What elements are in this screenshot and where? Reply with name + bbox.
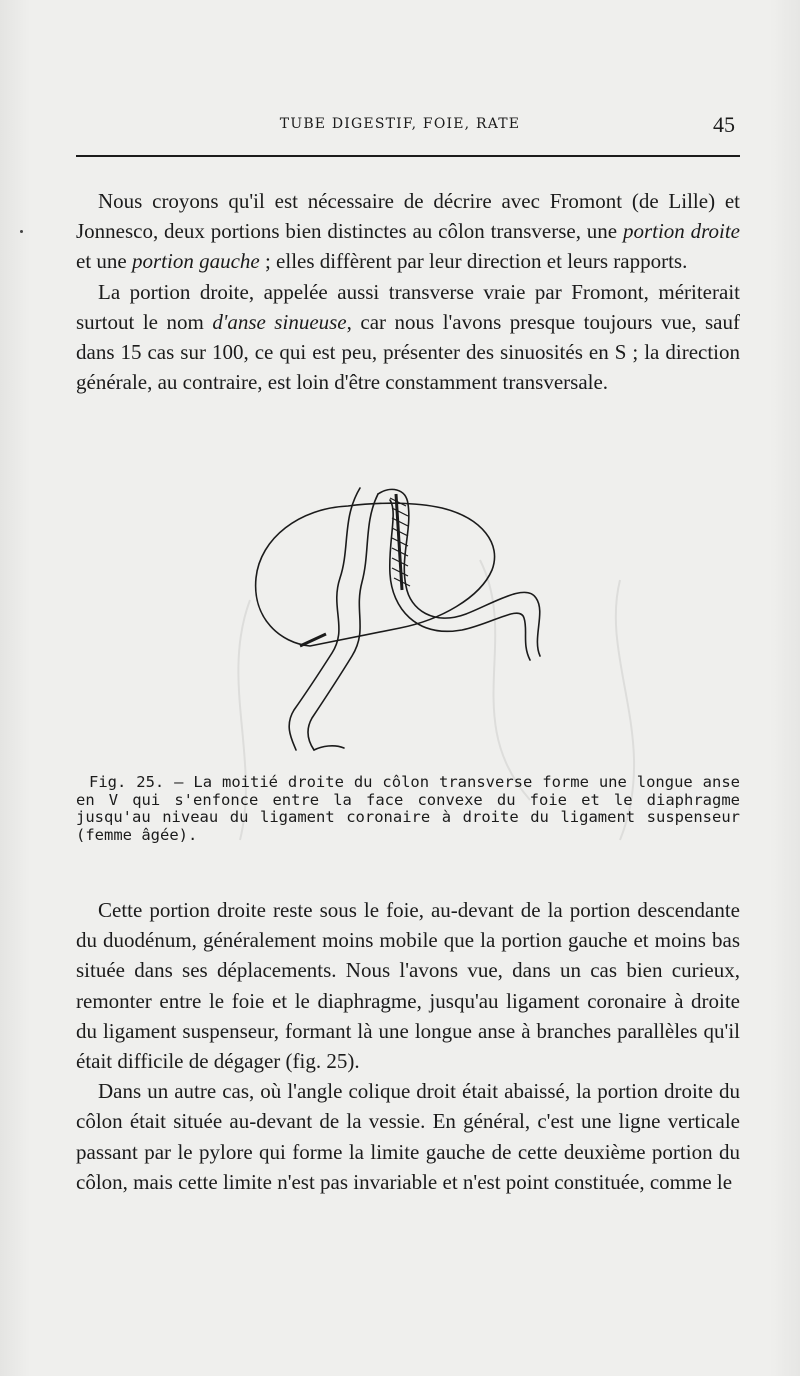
- caption-label: Fig. 25.: [89, 773, 165, 791]
- running-title: TUBE DIGESTIF, FOIE, RATE: [279, 116, 521, 132]
- paragraph-2: [76, 277, 740, 398]
- margin-speck: [20, 230, 23, 233]
- figure-caption: [76, 774, 740, 844]
- header-rule: [76, 155, 740, 157]
- colon-left-wall: [289, 488, 360, 750]
- paragraph-4: Dans un autre cas, où l'angle colique droit était abaissé, la portion droite du côlon était située au-devant de la vessie. En général, c'est une ligne verticale passant par le pylore qui forme la limite gauche de cette deuxième portion du côlon, mais cette limite n'est pas invariable et n'est point constituée, comme le: [76, 1079, 740, 1194]
- text-block-bottom: [76, 895, 740, 1197]
- colon-illustration: [230, 478, 570, 768]
- paragraph-3: Cette portion droite reste sous le foie, au-devant de la portion descendante du duodénum, généralement moins mobile que la portion gauche et moins bas située dans ses déplacements. Nous l'avons vue, dans un cas bien curieux, remonter entre le foie et le diaphragme, jusqu'au ligament coronaire à droite du ligament suspenseur, formant là une longue anse à branches parallèles qu'il était difficile de dégager (fig. 25).: [76, 898, 740, 1074]
- colon-tail: [314, 746, 344, 750]
- paragraph-1-italic-a: portion droite: [622, 219, 740, 244]
- paragraph-2-text-a: La portion droite, appelée aussi transverse vraie par Fromont, mériterait surtout le nom: [76, 279, 740, 334]
- paragraph-2-italic-a: d'anse sinueuse: [212, 309, 347, 334]
- paragraph-2-text-b: , car nous l'avons presque toujours vue, sauf dans 15 cas sur 100, ce qui est peu, présenter des sinuosités en S ; la direction générale, au contraire, est loin d'être constamment transversale.: [76, 309, 740, 395]
- text-block-top: [76, 186, 740, 397]
- page-number: 45: [713, 112, 735, 137]
- colon-right-wall-inner: [390, 500, 530, 660]
- paragraph-1: [76, 186, 740, 277]
- paragraph-1-text-a: Nous croyons qu'il est nécessaire de décrire avec Fromont (de Lille) et Jonnesco, deux portions bien distinctes au côlon transverse, une: [76, 189, 740, 244]
- paragraph-1-text-c: ; elles diffèrent par leur direction et leurs rapports.: [259, 249, 688, 274]
- liver-outline: [256, 503, 495, 646]
- paragraph-1-text-b: et une: [76, 249, 132, 274]
- caption-text: — La moitié droite du côlon transverse forme une longue anse en V qui s'enfonce entre la face convexe du foie et le diaphragme jusqu'au niveau du ligament coronaire à droite du ligament suspenseur (femme âgée).: [76, 773, 740, 844]
- colon-left-wall-inner: [308, 494, 378, 750]
- paragraph-1-italic-b: portion gauche: [131, 249, 260, 274]
